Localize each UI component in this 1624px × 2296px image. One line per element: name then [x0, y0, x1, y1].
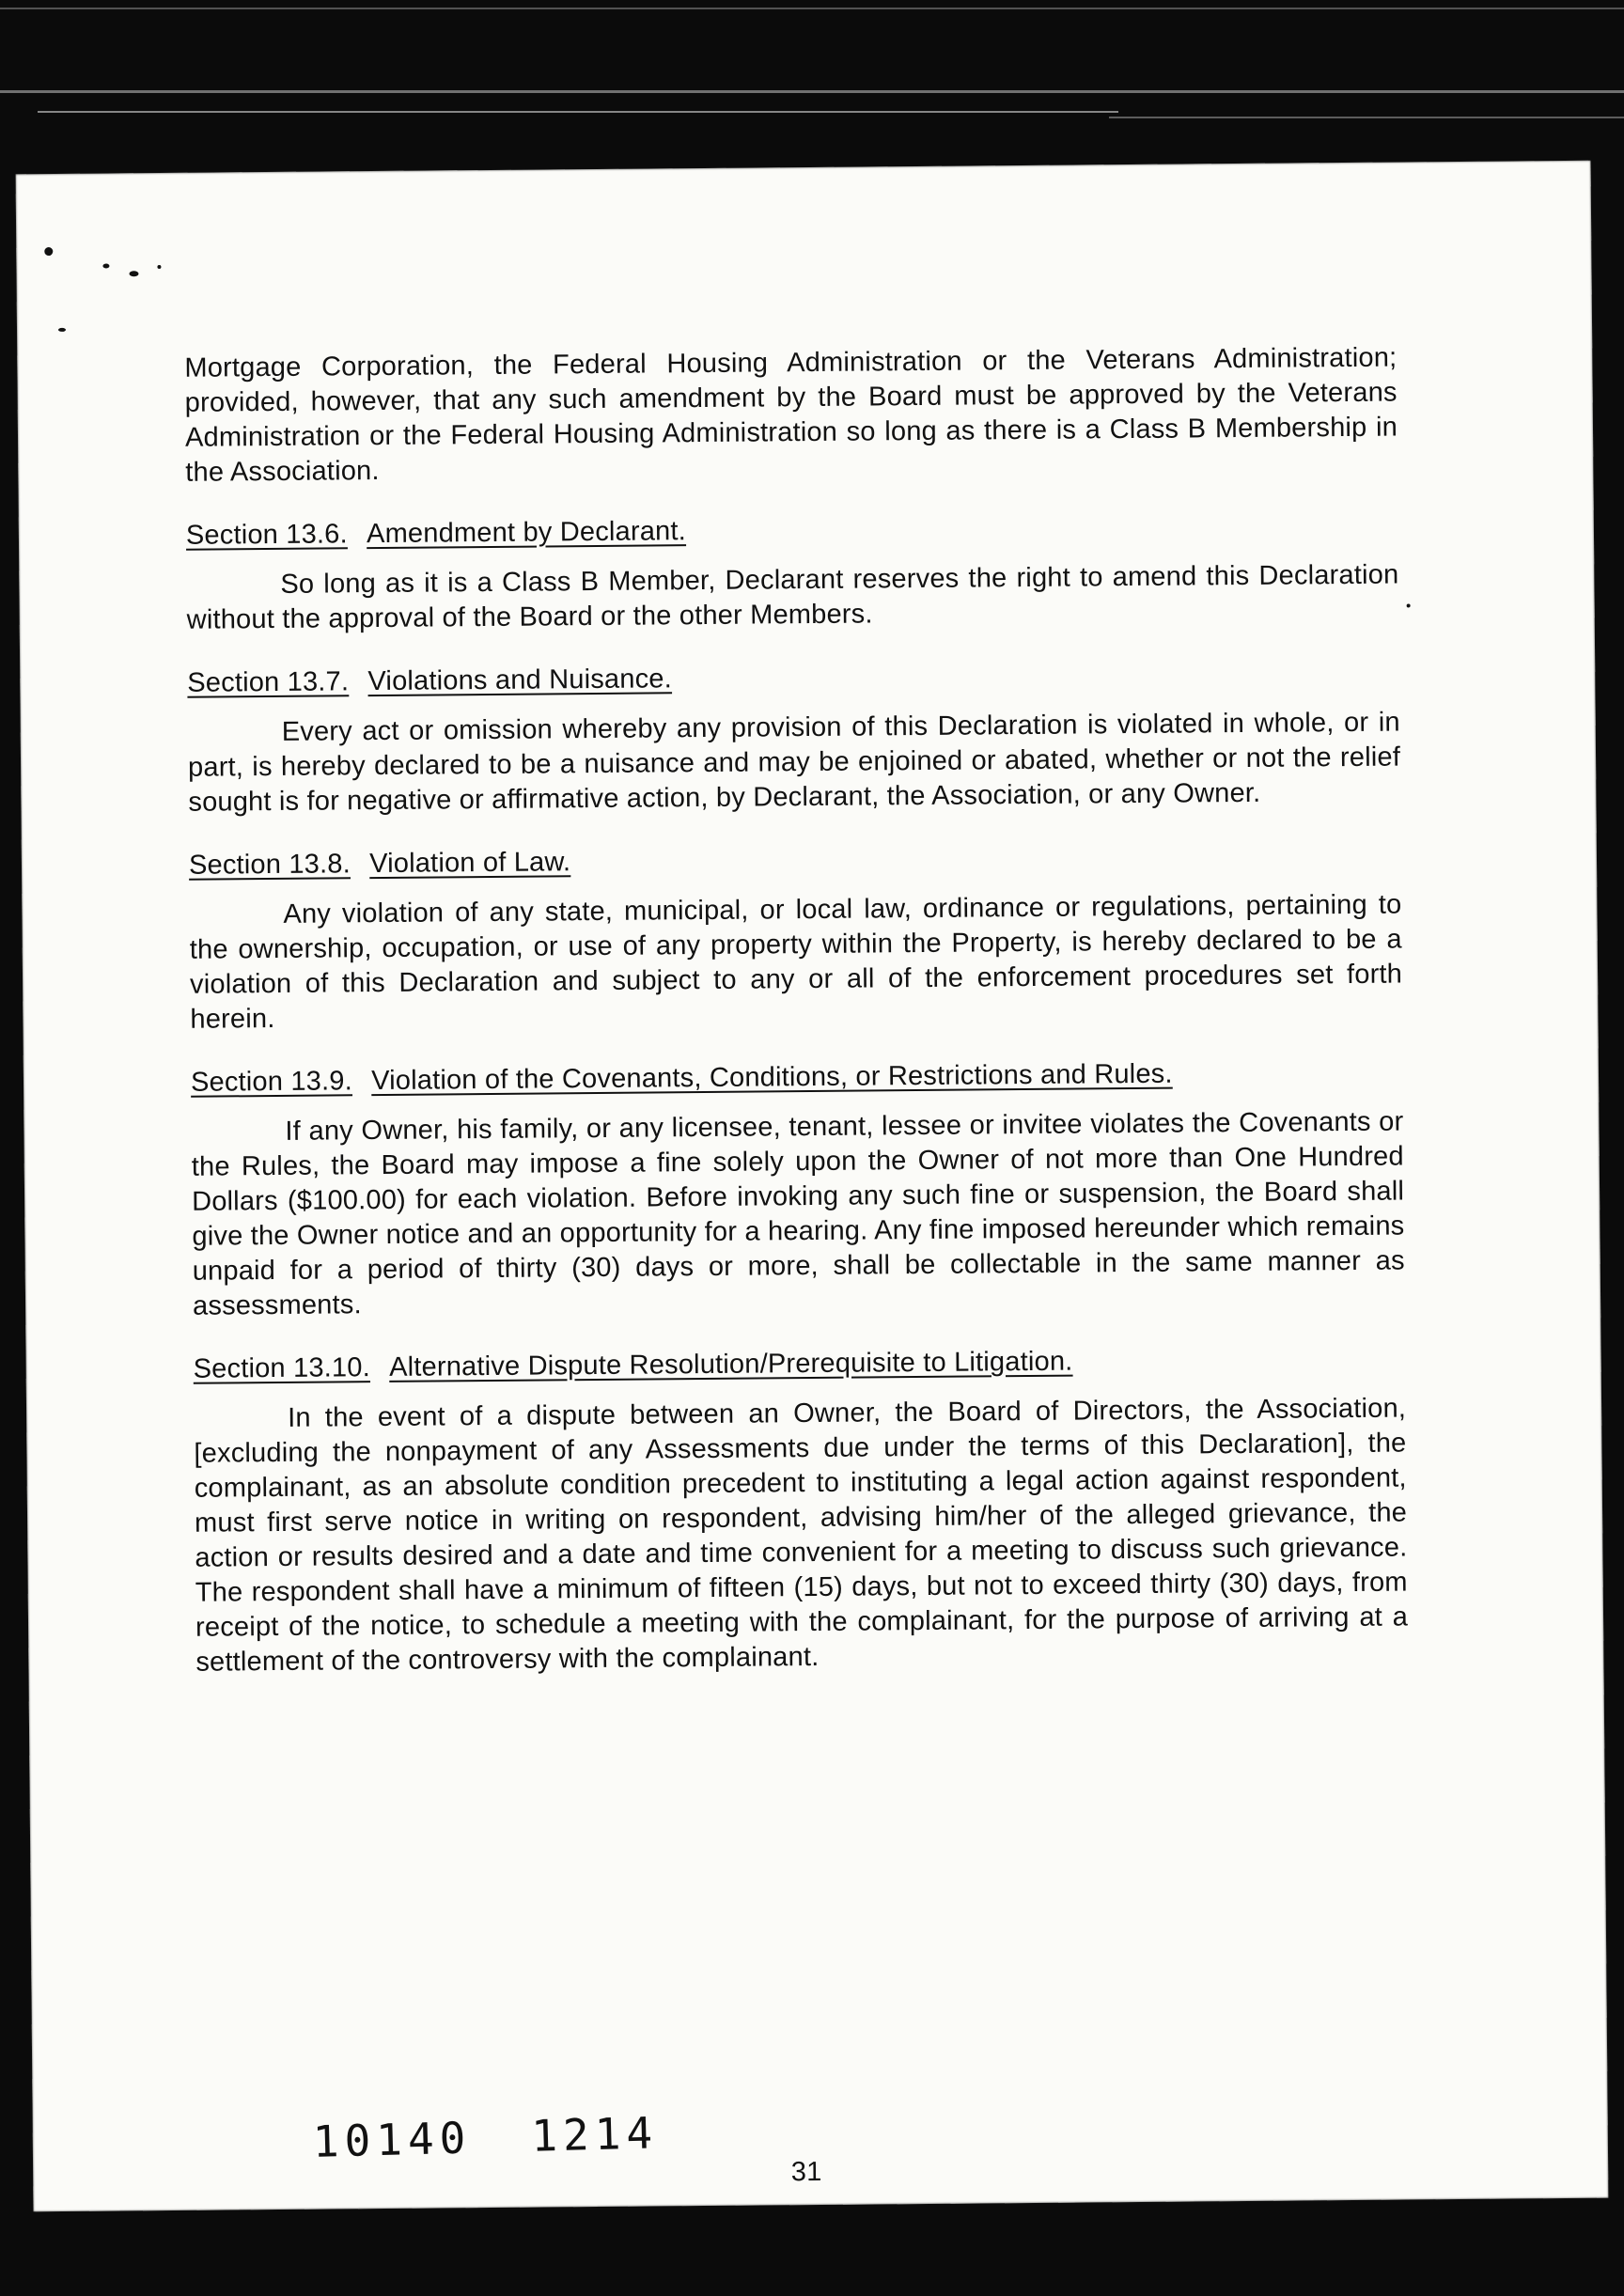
page-number: 31: [790, 2156, 822, 2188]
section-body: In the event of a dispute between an Owner, the Board of Directors, the Association, [excluding the nonpayment of any Assessments due under the terms of this Declaration], the complainant, as an absolute condition precedent to instituting a legal action against respondent, must first serve notice in writing on respondent, advising him/her of the alleged grievance, the action or results desired and a date and time convenient for a meeting to discuss such grievance. The respondent shall have a minimum of fifteen (15) days, but not to exceed thirty (30) days, from receipt of the notice, to schedule a meeting with the complainant, for the purpose of arriving at a settlement of the controversy with the complainant.: [194, 1393, 1409, 1678]
section-body: If any Owner, his family, or any licensee, tenant, lessee or invitee violates the Covenants or the Rules, the Board may impose a fine solely upon the Owner of not more than One Hundred Dollars ($100.00) for each violation. Before invoking any such fine or suspension, the Board shall give the Owner notice and an opportunity for a hearing. Any fine imposed hereunder which remains unpaid for a period of thirty (30) days or more, shall be collectable in the same manner as assessments.: [191, 1106, 1405, 1321]
section-body: So long as it is a Class B Member, Declarant reserves the right to amend this Declaration without the approval of the Board or the other Members.: [186, 559, 1399, 635]
section-title: Violations and Nuisance.: [367, 664, 673, 697]
section-title: Alternative Dispute Resolution/Prerequisite to Litigation.: [389, 1346, 1073, 1382]
scan-speck: [157, 265, 161, 269]
section-number: Section 13.7.: [187, 666, 350, 698]
recording-stamp: [312, 2107, 659, 2167]
scan-streak: [38, 111, 1118, 113]
stamp-page-number: 1214: [530, 2107, 659, 2162]
section-title: Violation of Law.: [369, 847, 571, 880]
section-title: Violation of the Covenants, Conditions, or Restrictions and Rules.: [371, 1058, 1173, 1097]
scan-speck: [129, 271, 138, 276]
section-heading: [186, 508, 1398, 554]
scan-streak: [0, 90, 1624, 93]
section-number: Section 13.9.: [190, 1066, 353, 1098]
scan-speck: [102, 263, 109, 268]
scan-speck: [58, 328, 66, 332]
scan-speck: [44, 247, 53, 256]
intro-paragraph: Mortgage Corporation, the Federal Housing Administration or the Veterans Administration; provided, however, that any such amendment by the Board must be approved by the Veterans Administration or the Federal Housing Administration so long as there is a Class B Membership in the Association.: [184, 342, 1398, 488]
section-heading: [191, 1055, 1403, 1101]
scan-streak: [1109, 117, 1624, 118]
section-heading: [194, 1341, 1406, 1386]
section-title: Amendment by Declarant.: [366, 516, 687, 550]
scan-streak: [0, 8, 1624, 9]
section-body: Any violation of any state, municipal, or local law, ordinance or regulations, pertaining to the ownership, occupation, or use of any property within the Property, is hereby declared to be a violation of this Declaration and subject to any or all of the enforcement procedures set forth herein.: [189, 889, 1403, 1035]
section-body: Every act or omission whereby any provision of this Declaration is violated in whole, or in part, is hereby declared to be a nuisance and may be enjoined or abated, whether or not the relief sought is for negative or affirmative action, by Declarant, the Association, or any Owner.: [187, 707, 1401, 818]
section-number: Section 13.10.: [193, 1352, 371, 1384]
section-heading: [187, 656, 1399, 701]
section-number: Section 13.6.: [185, 519, 348, 551]
section-heading: [189, 838, 1401, 883]
section-number: Section 13.8.: [188, 849, 351, 881]
scan-speck: [1407, 603, 1411, 607]
document-page: [16, 161, 1609, 2212]
stamp-book-number: 10140: [312, 2112, 473, 2167]
